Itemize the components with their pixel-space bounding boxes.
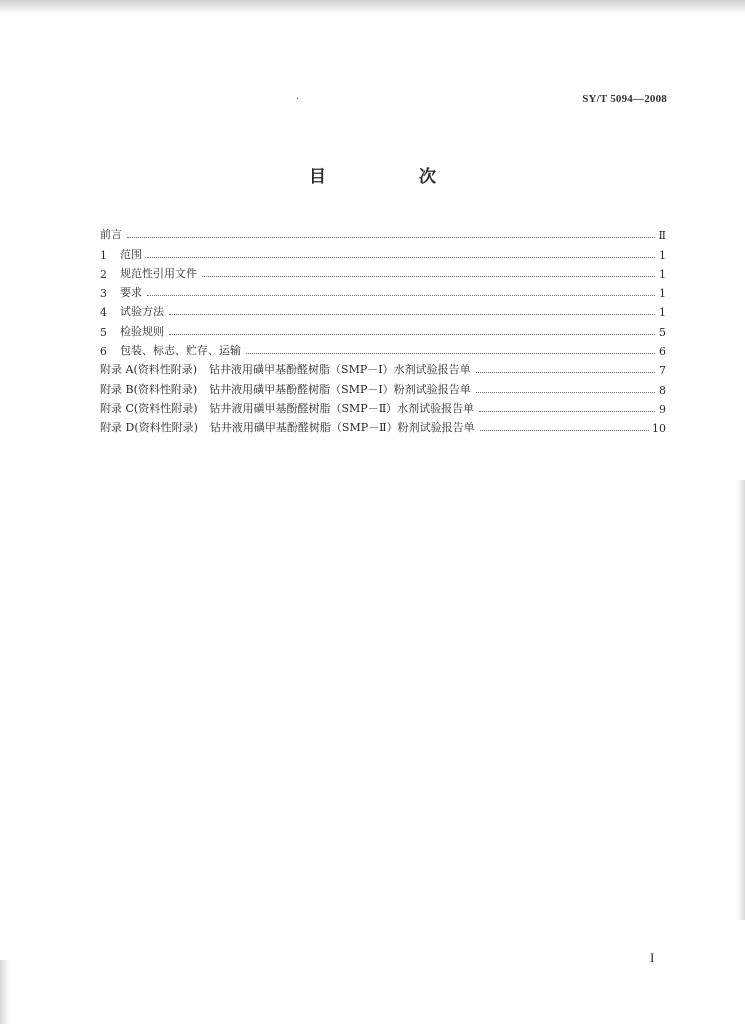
leader-dots (169, 334, 655, 335)
toc-entry-packaging[interactable] (100, 339, 666, 358)
leader-dots (127, 237, 655, 238)
toc-entry-number: 3 (100, 287, 107, 301)
toc-entry-inspection-rules[interactable] (100, 319, 666, 338)
toc-entry-page: 1 (659, 306, 666, 320)
toc-entry-scope[interactable] (100, 242, 666, 261)
toc-entry-subtitle: 钻井液用磺甲基酚醛树脂（SMP－Ⅱ）粉剂试验报告单 (209, 421, 475, 435)
toc-entry-title: 要求 (120, 286, 142, 300)
toc-entry-requirements[interactable] (100, 281, 666, 300)
standard-code: SY/T 5094—2008 (582, 93, 667, 105)
toc-entry-annex-c[interactable] (100, 397, 666, 416)
toc-entry-title: 附录 D(资料性附录) (100, 421, 198, 435)
toc-entry-page: 7 (659, 364, 666, 378)
toc-entry-title: 附录 A(资料性附录) (100, 363, 198, 377)
toc-entry-page: 8 (659, 383, 666, 397)
toc-entry-number: 1 (100, 248, 107, 262)
toc-entry-page: 1 (659, 287, 666, 301)
toc-entry-title: 附录 C(资料性附录) (100, 401, 198, 415)
toc-entry-page: Ⅱ (658, 229, 666, 243)
toc-entry-title: 规范性引用文件 (120, 266, 197, 280)
toc-entry-page: 6 (659, 345, 666, 359)
toc-entry-page: 9 (659, 402, 666, 416)
page-number: I (650, 950, 655, 965)
toc-entry-test-methods[interactable] (100, 300, 666, 319)
toc-entry-title: 试验方法 (120, 305, 164, 319)
toc-entry-number: 2 (100, 267, 107, 281)
toc-entry-number: 6 (100, 345, 107, 359)
leader-dots (169, 314, 655, 315)
toc-entry-title: 前言 (100, 228, 122, 242)
leader-dots (147, 257, 655, 258)
toc-entry-title: 包装、标志、贮存、运输 (120, 344, 241, 358)
toc-entry-annex-d[interactable] (100, 416, 666, 435)
toc-entry-page: 1 (659, 267, 666, 281)
leader-dots (480, 430, 649, 431)
toc-entry-foreword[interactable] (100, 223, 666, 242)
toc-entry-annex-b[interactable] (100, 377, 666, 396)
scan-left-edge-shadow (0, 960, 10, 1024)
toc-entry-subtitle: 钻井液用磺甲基酚醛树脂（SMP－Ⅱ）水剂试验报告单 (209, 401, 475, 415)
toc-entry-page: 10 (652, 422, 666, 436)
toc-entry-page: 5 (659, 325, 666, 339)
toc-entry-title: 附录 B(资料性附录) (100, 382, 198, 396)
leader-dots (147, 295, 655, 296)
scan-top-shadow (0, 0, 745, 14)
leader-dots (476, 372, 655, 373)
scan-right-edge-shadow (737, 480, 745, 920)
toc-entry-normative-references[interactable] (100, 262, 666, 281)
toc-entry-page: 1 (659, 248, 666, 262)
table-of-contents (100, 223, 666, 435)
toc-entry-number: 5 (100, 325, 107, 339)
toc-entry-annex-a[interactable] (100, 358, 666, 377)
leader-dots (246, 353, 655, 354)
leader-dots (476, 392, 655, 393)
leader-dots (479, 411, 655, 412)
toc-entry-title: 检验规则 (120, 324, 164, 338)
toc-entry-title: 范围 (120, 247, 142, 261)
toc-entry-subtitle: 钻井液用磺甲基酚醛树脂（SMP－Ⅰ）水剂试验报告单 (209, 363, 471, 377)
toc-title: 目 次 (309, 167, 474, 187)
leader-dots (202, 276, 655, 277)
toc-entry-subtitle: 钻井液用磺甲基酚醛树脂（SMP－Ⅰ）粉剂试验报告单 (209, 382, 471, 396)
toc-entry-number: 4 (100, 306, 107, 320)
scan-speck: · (296, 94, 300, 105)
